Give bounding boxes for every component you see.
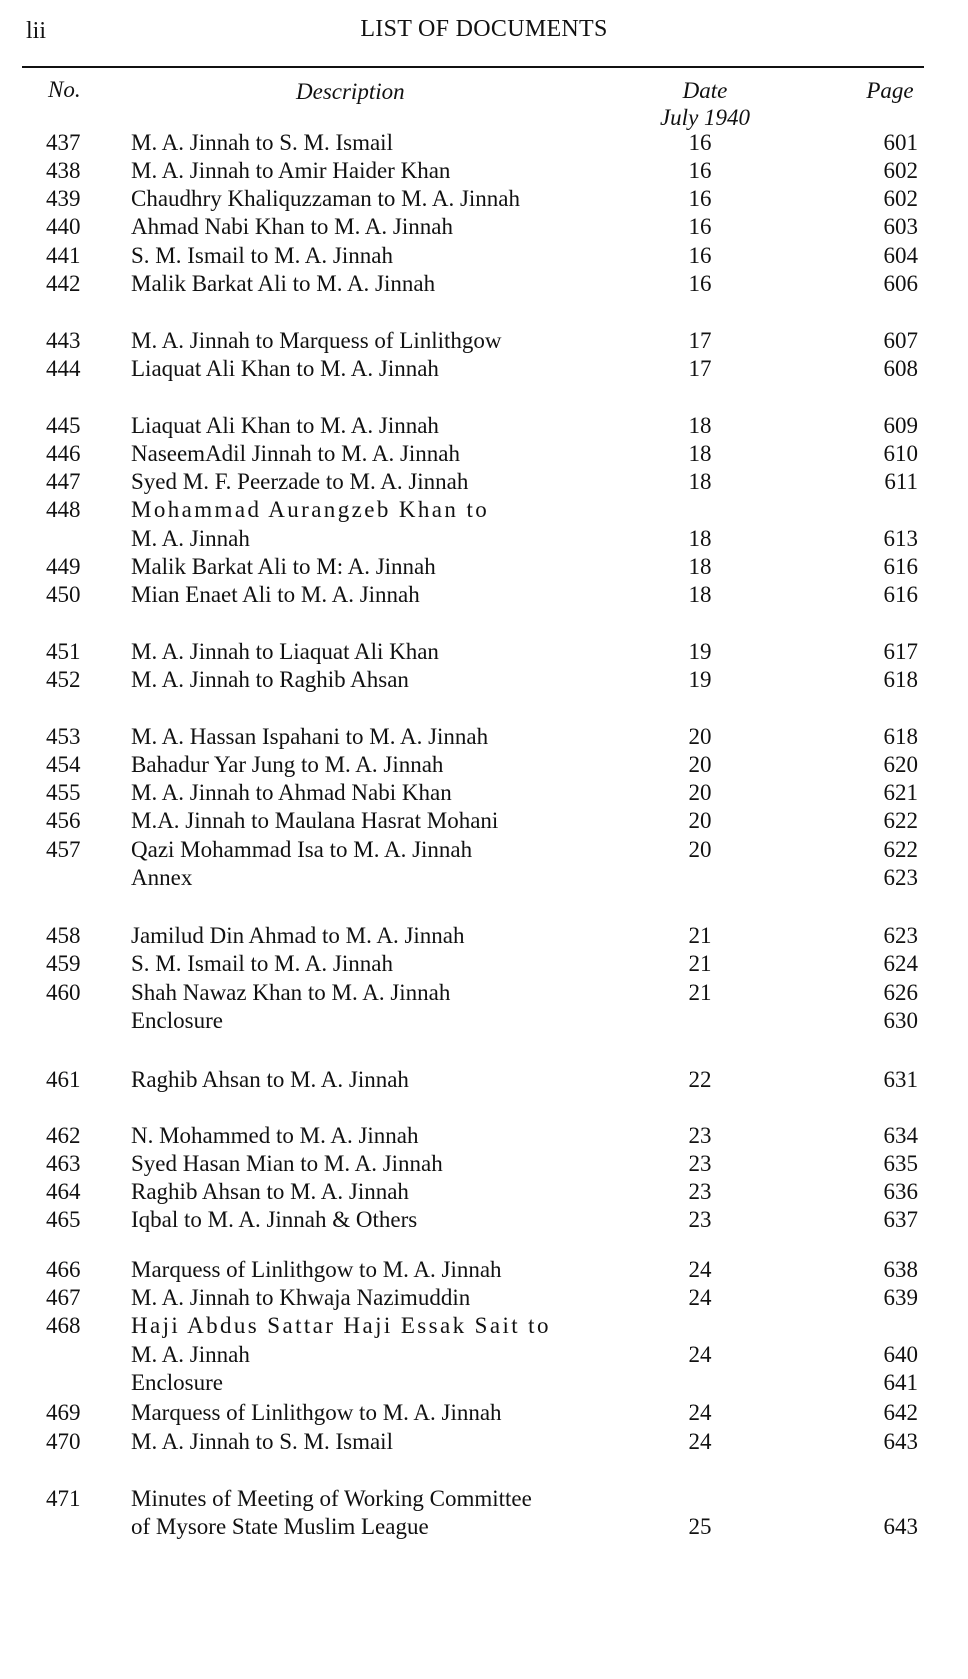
entry-description: Mian Enaet Ali to M. A. Jinnah <box>131 582 420 607</box>
entry-date: 21 <box>688 923 712 948</box>
entry-number: 445 <box>46 413 81 438</box>
entry-page: 636 <box>883 1179 918 1204</box>
entry-description: Raghib Ahsan to M. A. Jinnah <box>131 1179 409 1204</box>
entry-page: 637 <box>883 1207 918 1232</box>
list-item <box>0 1177 968 1207</box>
entry-number: 471 <box>46 1486 81 1511</box>
entry-date: 22 <box>688 1067 712 1092</box>
list-item <box>0 1398 968 1428</box>
entry-description: Shah Nawaz Khan to M. A. Jinnah <box>131 980 451 1005</box>
entry-page: 618 <box>883 724 918 749</box>
entry-page: 622 <box>883 837 918 862</box>
entry-page: 630 <box>883 1008 918 1033</box>
column-header-date-label: Date <box>682 78 728 103</box>
entry-page: 616 <box>883 582 918 607</box>
entry-page: 623 <box>883 865 918 890</box>
entry-page: 602 <box>883 158 918 183</box>
entry-page: 606 <box>883 271 918 296</box>
entry-number: 447 <box>46 469 81 494</box>
entry-page: 624 <box>883 951 918 976</box>
list-item <box>0 1205 968 1235</box>
list-item <box>0 835 968 865</box>
entry-date: 17 <box>688 356 712 381</box>
entry-number: 453 <box>46 724 81 749</box>
entry-date: 23 <box>688 1207 712 1232</box>
entry-description: Annex <box>131 865 193 890</box>
entry-description: Ahmad Nabi Khan to M. A. Jinnah <box>131 214 453 239</box>
column-header-page: Page <box>866 78 914 103</box>
entry-page: 640 <box>883 1342 918 1367</box>
list-item <box>0 439 968 469</box>
list-item <box>0 354 968 384</box>
entry-date: 20 <box>688 724 712 749</box>
entry-description: M. A. Hassan Ispahani to M. A. Jinnah <box>131 724 489 749</box>
entry-description: M. A. Jinnah to Marquess of Linlithgow <box>131 328 502 353</box>
entry-page: 623 <box>883 923 918 948</box>
list-item <box>0 637 968 667</box>
entry-page: 620 <box>883 752 918 777</box>
list-item <box>0 524 968 554</box>
entry-date: 17 <box>688 328 712 353</box>
list-item <box>0 1512 968 1542</box>
entry-number: 437 <box>46 130 81 155</box>
entry-description: Chaudhry Khaliquzzaman to M. A. Jinnah <box>131 186 521 211</box>
entry-date: 16 <box>688 243 712 268</box>
list-item <box>0 1149 968 1179</box>
entry-number: 443 <box>46 328 81 353</box>
entry-description: Bahadur Yar Jung to M. A. Jinnah <box>131 752 444 777</box>
entry-number: 460 <box>46 980 81 1005</box>
entry-description: Mohammad Aurangzeb Khan to <box>131 497 490 522</box>
entry-date: 16 <box>688 186 712 211</box>
entry-number: 444 <box>46 356 81 381</box>
entry-description: M. A. Jinnah to Raghib Ahsan <box>131 667 409 692</box>
entry-page: 607 <box>883 328 918 353</box>
entry-date: 24 <box>688 1285 712 1310</box>
entry-page: 604 <box>883 243 918 268</box>
entry-number: 458 <box>46 923 81 948</box>
entry-description: S. M. Ismail to M. A. Jinnah <box>131 243 393 268</box>
list-item <box>0 921 968 951</box>
entry-description: Malik Barkat Ali to M: A. Jinnah <box>131 554 436 579</box>
list-item <box>0 978 968 1008</box>
entry-page: 616 <box>883 554 918 579</box>
entry-description: NaseemAdil Jinnah to M. A. Jinnah <box>131 441 460 466</box>
entry-number: 439 <box>46 186 81 211</box>
list-item <box>0 665 968 695</box>
entry-description: Marquess of Linlithgow to M. A. Jinnah <box>131 1400 502 1425</box>
entry-page: 643 <box>883 1514 918 1539</box>
entry-description: M. A. Jinnah <box>131 1342 250 1367</box>
list-item <box>0 949 968 979</box>
list-item <box>0 156 968 186</box>
entry-page: 601 <box>883 130 918 155</box>
entry-date: 16 <box>688 214 712 239</box>
entry-page: 610 <box>883 441 918 466</box>
list-item <box>0 1340 968 1370</box>
entry-number: 463 <box>46 1151 81 1176</box>
entry-page: 621 <box>883 780 918 805</box>
entry-page: 641 <box>883 1370 918 1395</box>
entry-number: 468 <box>46 1313 81 1338</box>
entry-page: 634 <box>883 1123 918 1148</box>
entry-description: S. M. Ismail to M. A. Jinnah <box>131 951 393 976</box>
entry-number: 470 <box>46 1429 81 1454</box>
entry-date: 20 <box>688 808 712 833</box>
entry-number: 457 <box>46 837 81 862</box>
list-item <box>0 495 968 525</box>
list-item <box>0 722 968 752</box>
entry-description: M. A. Jinnah <box>131 526 250 551</box>
list-item <box>0 212 968 242</box>
entry-description: Liaquat Ali Khan to M. A. Jinnah <box>131 356 439 381</box>
entry-description: M. A. Jinnah to Liaquat Ali Khan <box>131 639 439 664</box>
list-item <box>0 1427 968 1457</box>
list-item <box>0 411 968 441</box>
entry-page: 638 <box>883 1257 918 1282</box>
entry-number: 440 <box>46 214 81 239</box>
entry-page: 611 <box>884 469 918 494</box>
entry-description: Enclosure <box>131 1370 223 1395</box>
entry-page: 622 <box>883 808 918 833</box>
list-item <box>0 1484 968 1514</box>
entry-description: Haji Abdus Sattar Haji Essak Sait to <box>131 1313 551 1338</box>
entry-number: 454 <box>46 752 81 777</box>
entry-date: 23 <box>688 1151 712 1176</box>
entry-page: 635 <box>883 1151 918 1176</box>
entry-number: 466 <box>46 1257 81 1282</box>
list-item <box>0 1368 968 1398</box>
entry-date: 18 <box>688 526 712 551</box>
entry-date: 16 <box>688 130 712 155</box>
entry-date: 23 <box>688 1123 712 1148</box>
entry-description: of Mysore State Muslim League <box>131 1514 429 1539</box>
entry-date: 18 <box>688 582 712 607</box>
list-item <box>0 1006 968 1036</box>
list-item <box>0 1283 968 1313</box>
list-item <box>0 1311 968 1341</box>
entry-date: 16 <box>688 158 712 183</box>
entry-number: 459 <box>46 951 81 976</box>
entry-page: 639 <box>883 1285 918 1310</box>
entry-number: 448 <box>46 497 81 522</box>
entry-number: 452 <box>46 667 81 692</box>
entry-date: 18 <box>688 441 712 466</box>
entry-number: 464 <box>46 1179 81 1204</box>
list-item <box>0 580 968 610</box>
list-item <box>0 806 968 836</box>
entry-description: N. Mohammed to M. A. Jinnah <box>131 1123 419 1148</box>
entry-description: M.A. Jinnah to Maulana Hasrat Mohani <box>131 808 499 833</box>
list-item <box>0 184 968 214</box>
entry-page: 613 <box>883 526 918 551</box>
entry-number: 438 <box>46 158 81 183</box>
entry-page: 618 <box>883 667 918 692</box>
entry-date: 20 <box>688 752 712 777</box>
entry-page: 603 <box>883 214 918 239</box>
list-item <box>0 241 968 271</box>
list-item <box>0 1255 968 1285</box>
entry-date: 19 <box>688 639 712 664</box>
entry-date: 20 <box>688 780 712 805</box>
entry-description: M. A. Jinnah to S. M. Ismail <box>131 1429 393 1454</box>
entry-number: 442 <box>46 271 81 296</box>
entry-page: 626 <box>883 980 918 1005</box>
entry-description: Malik Barkat Ali to M. A. Jinnah <box>131 271 436 296</box>
entry-number: 461 <box>46 1067 81 1092</box>
entry-date: 20 <box>688 837 712 862</box>
entry-page: 643 <box>883 1429 918 1454</box>
list-item <box>0 467 968 497</box>
entry-description: M. A. Jinnah to Ahmad Nabi Khan <box>131 780 452 805</box>
entry-date: 24 <box>688 1429 712 1454</box>
list-item <box>0 863 968 893</box>
entry-number: 450 <box>46 582 81 607</box>
entry-number: 441 <box>46 243 81 268</box>
entry-number: 449 <box>46 554 81 579</box>
entry-date: 18 <box>688 413 712 438</box>
entry-date: 18 <box>688 554 712 579</box>
entry-number: 467 <box>46 1285 81 1310</box>
page-number: lii <box>26 18 47 44</box>
entry-page: 602 <box>883 186 918 211</box>
entry-description: Marquess of Linlithgow to M. A. Jinnah <box>131 1257 502 1282</box>
entry-date: 16 <box>688 271 712 296</box>
entry-date: 24 <box>688 1257 712 1282</box>
column-header-no: No. <box>48 77 81 102</box>
list-item <box>0 1065 968 1095</box>
entry-date: 23 <box>688 1179 712 1204</box>
entry-description: Syed M. F. Peerzade to M. A. Jinnah <box>131 469 469 494</box>
running-title: LIST OF DOCUMENTS <box>360 16 608 42</box>
entry-description: Minutes of Meeting of Working Committee <box>131 1486 532 1511</box>
entry-page: 617 <box>883 639 918 664</box>
entry-description: Enclosure <box>131 1008 223 1033</box>
entry-page: 609 <box>883 413 918 438</box>
list-item <box>0 1121 968 1151</box>
entry-description: Liaquat Ali Khan to M. A. Jinnah <box>131 413 439 438</box>
entry-page: 631 <box>883 1067 918 1092</box>
entry-date: 25 <box>688 1514 712 1539</box>
entry-date: 18 <box>688 469 712 494</box>
entry-number: 456 <box>46 808 81 833</box>
entry-date: 24 <box>688 1342 712 1367</box>
column-header-description: Description <box>296 79 405 104</box>
entry-number: 465 <box>46 1207 81 1232</box>
entry-number: 469 <box>46 1400 81 1425</box>
entry-date: 19 <box>688 667 712 692</box>
column-header-date-month: July 1940 <box>659 105 751 130</box>
entry-number: 446 <box>46 441 81 466</box>
list-item <box>0 552 968 582</box>
entry-description: M. A. Jinnah to S. M. Ismail <box>131 130 393 155</box>
list-item <box>0 750 968 780</box>
entry-description: Jamilud Din Ahmad to M. A. Jinnah <box>131 923 465 948</box>
entry-description: M. A. Jinnah to Khwaja Nazimuddin <box>131 1285 471 1310</box>
entry-date: 21 <box>688 980 712 1005</box>
entry-page: 642 <box>883 1400 918 1425</box>
entry-description: Qazi Mohammad Isa to M. A. Jinnah <box>131 837 473 862</box>
list-item <box>0 128 968 158</box>
entry-page: 608 <box>883 356 918 381</box>
entry-description: M. A. Jinnah to Amir Haider Khan <box>131 158 451 183</box>
entry-number: 462 <box>46 1123 81 1148</box>
entry-description: Raghib Ahsan to M. A. Jinnah <box>131 1067 409 1092</box>
entry-date: 21 <box>688 951 712 976</box>
entry-number: 455 <box>46 780 81 805</box>
entry-date: 24 <box>688 1400 712 1425</box>
list-item <box>0 778 968 808</box>
list-item <box>0 269 968 299</box>
list-item <box>0 326 968 356</box>
entry-number: 451 <box>46 639 81 664</box>
entry-description: Iqbal to M. A. Jinnah & Others <box>131 1207 418 1232</box>
entry-description: Syed Hasan Mian to M. A. Jinnah <box>131 1151 443 1176</box>
